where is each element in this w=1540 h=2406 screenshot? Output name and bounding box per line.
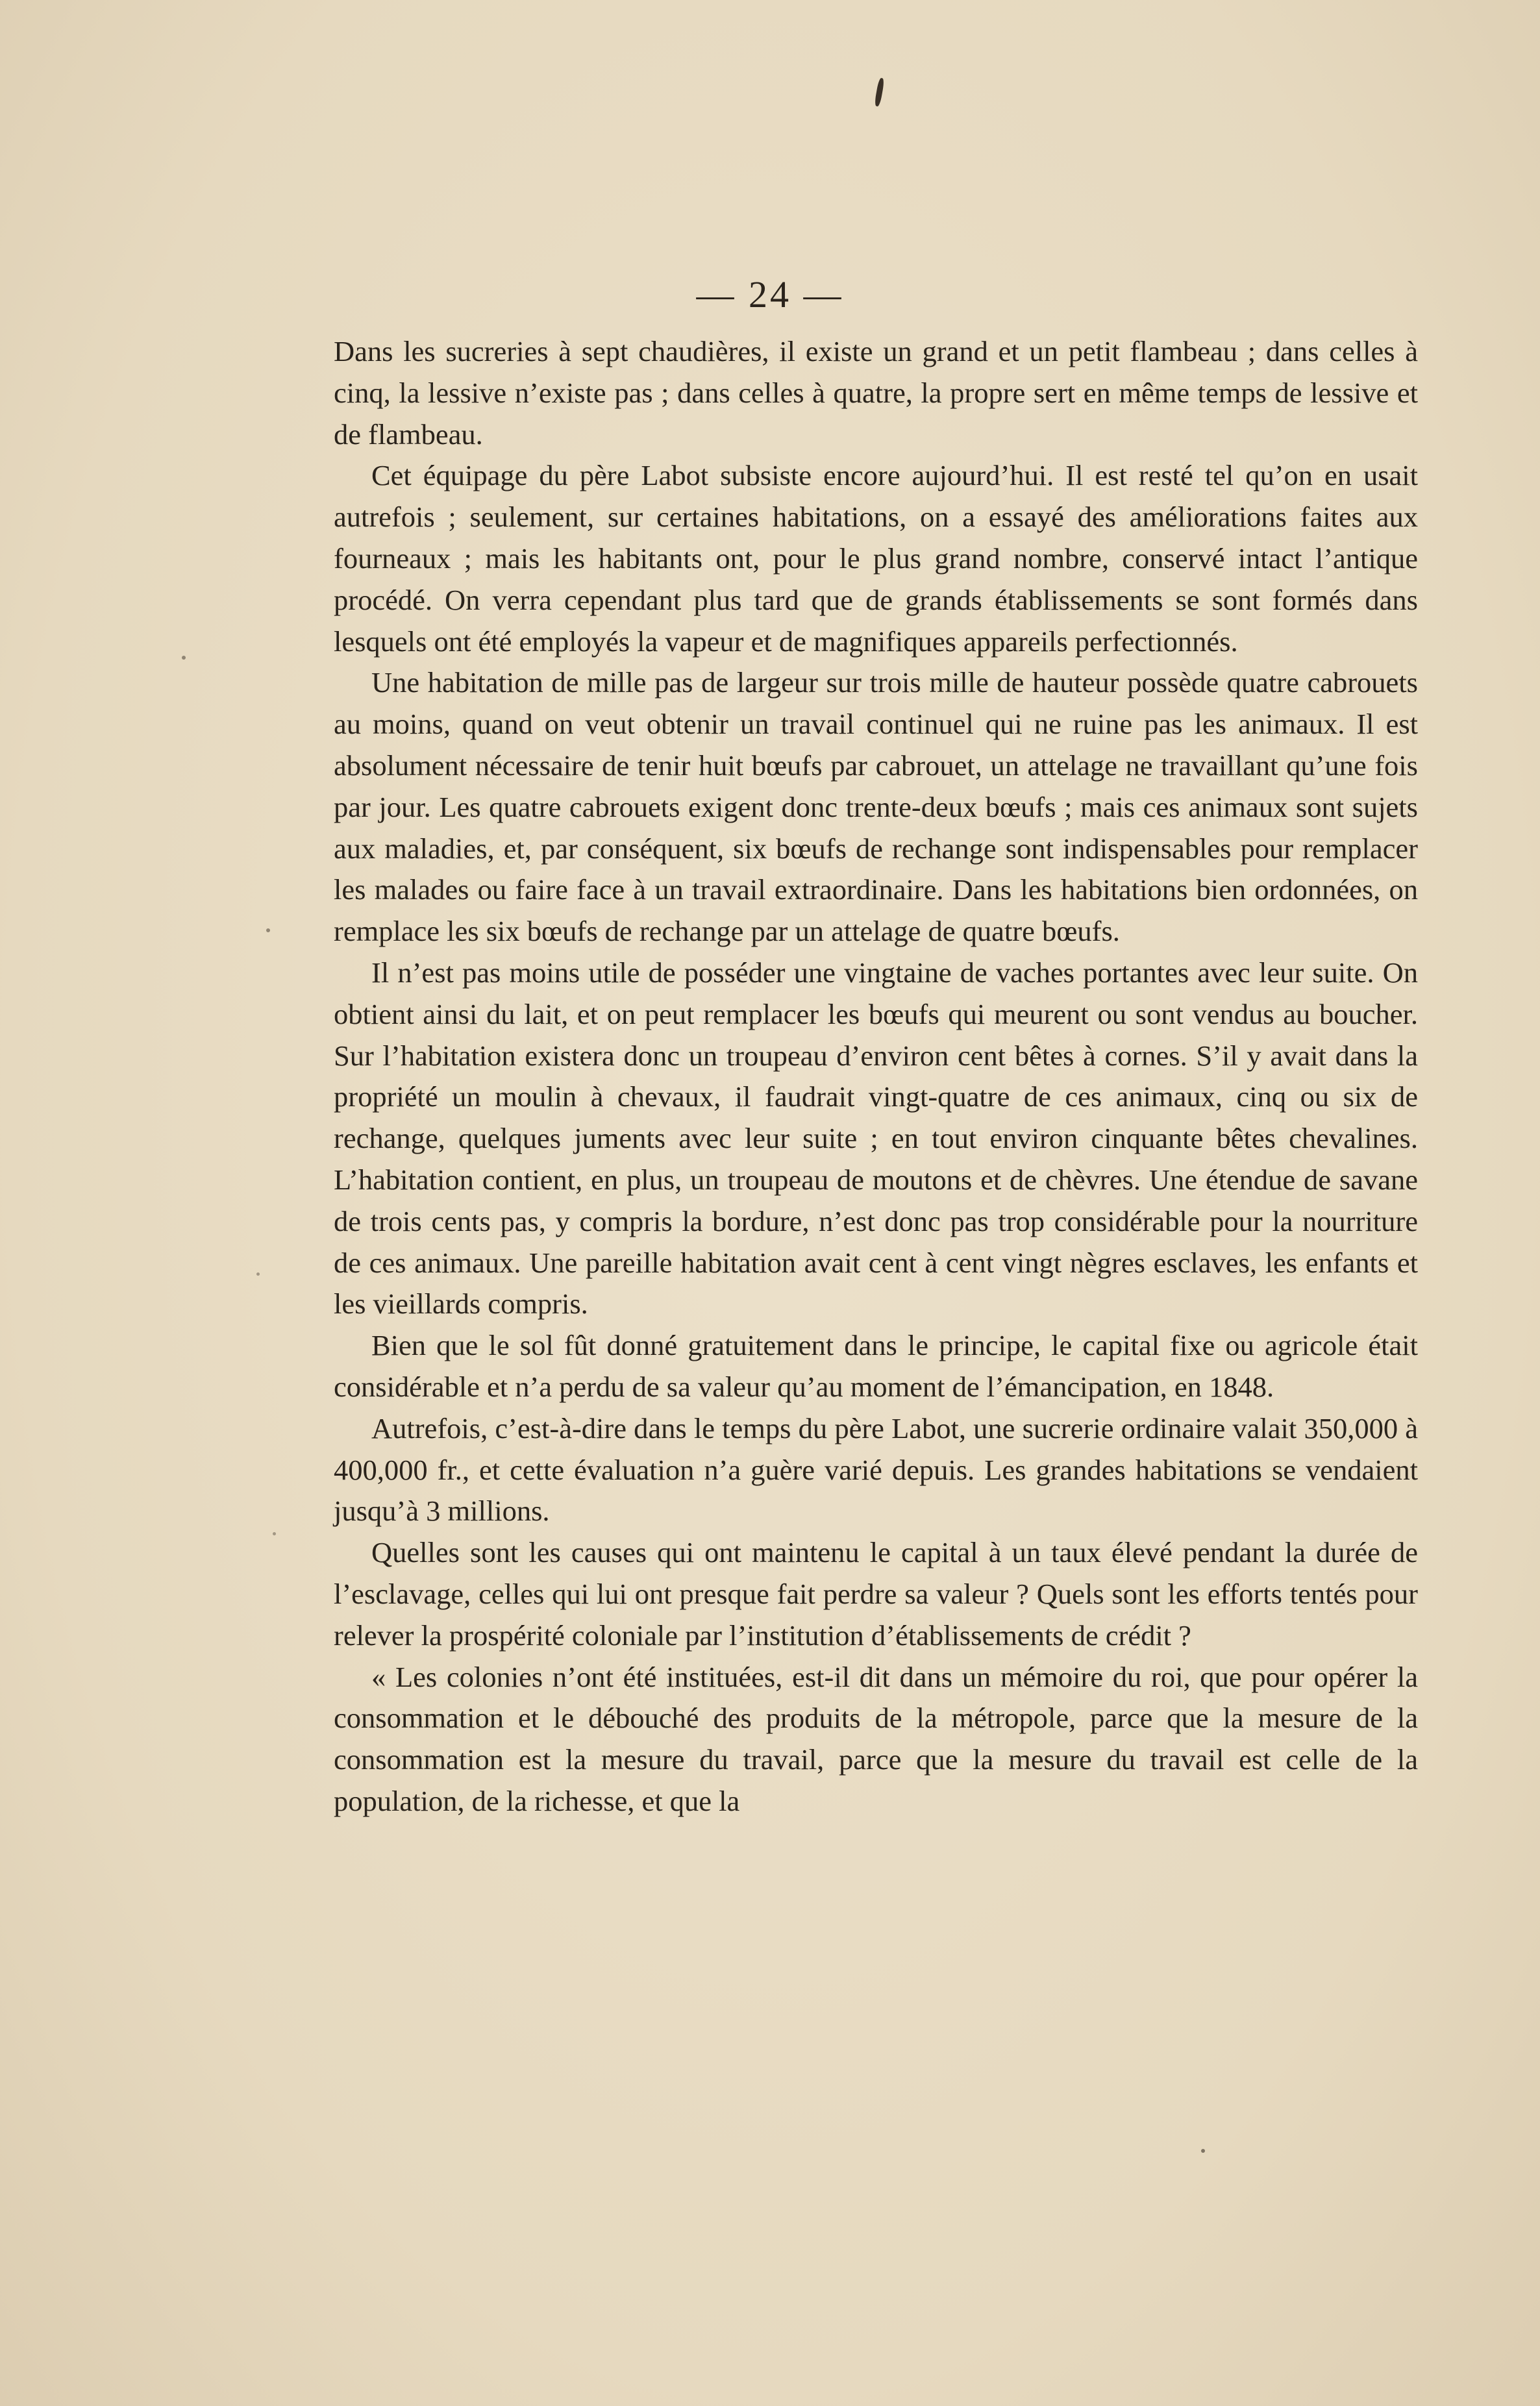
paragraph: Une habitation de mille pas de largeur sur trois mille de hauteur possède quatre cabrouets au moins, quand on veut obtenir un travail continuel qui ne ruine pas les animaux. Il est absolument nécessaire de tenir huit bœufs par cabrouet, un attelage ne travaillant qu’une fois par jour. Les quatre cabrouets exigent donc trente-deux bœufs ; mais ces animaux sont sujets aux maladies, et, par conséquent, six bœufs de rechange sont indispensables pour remplacer les malades ou faire face à un travail extraordinaire. Dans les habitations bien ordonnées, on remplace les six bœufs de rechange par un attelage de quatre bœufs. [334,666,1418,948]
paragraph: Autrefois, c’est-à-dire dans le temps du père Labot, une sucrerie ordinaire valait 350,000 à 400,000 fr., et cette évaluation n’a guère varié depuis. Les grandes habitations se vendaient jusqu’à 3 millions. [334,1411,1418,1528]
paragraph: « Les colonies n’ont été instituées, est-il dit dans un mémoire du roi, que pour opérer la consommation et le débouché des produits de la métropole, parce que la mesure de la consommation est la mesure du travail, parce que la mesure du travail est celle de la population, de la richesse, et que la [334,1660,1418,1817]
dust-speck [256,1272,260,1276]
dust-speck [273,1532,276,1535]
dust-speck [182,656,186,660]
paragraph: Bien que le sol fût donné gratuitement dans le principe, le capital fixe ou agricole était considérable et n’a perdu de sa valeur qu’au moment de l’émancipation, en 1848. [334,1329,1418,1403]
dust-speck [266,928,270,932]
ink-mark [874,78,885,107]
text-body [334,331,1418,2311]
page-number: — 24 — [696,273,844,316]
paragraph: Quelles sont les causes qui ont maintenu le capital à un taux élevé pendant la durée de l’esclavage, celles qui lui ont presque fait perdre sa valeur ? Quels sont les efforts tentés pour relever la prospérité coloniale par l’institution d’établissements de crédit ? [334,1536,1418,1652]
paragraph: Il n’est pas moins utile de posséder une vingtaine de vaches portantes avec leur suite. On obtient ainsi du lait, et on peut remplacer les bœufs qui meurent ou sont vendus au boucher. Sur l’habitation existera donc un troupeau d’environ cent bêtes à cornes. S’il y avait dans la propriété un moulin à chevaux, il faudrait vingt-quatre de ces animaux, cinq ou six de rechange, quelques juments avec leur suite ; en tout environ cinquante bêtes chevalines. L’habitation contient, en plus, un troupeau de moutons et de chèvres. Une étendue de savane de trois cents pas, y compris la bordure, n’est donc pas trop considérable pour la nourriture de ces animaux. Une pareille habitation avait cent à cent vingt nègres esclaves, les enfants et les vieillards compris. [334,956,1418,1321]
paragraph: Dans les sucreries à sept chaudières, il existe un grand et un petit flambeau ; dans celles à cinq, la lessive n’existe pas ; dans celles à quatre, la propre sert en même temps de lessive et de flambeau. [334,335,1418,451]
paragraph: Cet équipage du père Labot subsiste encore aujourd’hui. Il est resté tel qu’on en usait autrefois ; seulement, sur certaines habitations, on a essayé des améliorations faites aux fourneaux ; mais les habitants ont, pour le plus grand nombre, conservé intact l’antique procédé. On verra cependant plus tard que de grands établissements se sont formés dans lesquels ont été employés la vapeur et de magnifiques appareils perfectionnés. [334,459,1418,658]
